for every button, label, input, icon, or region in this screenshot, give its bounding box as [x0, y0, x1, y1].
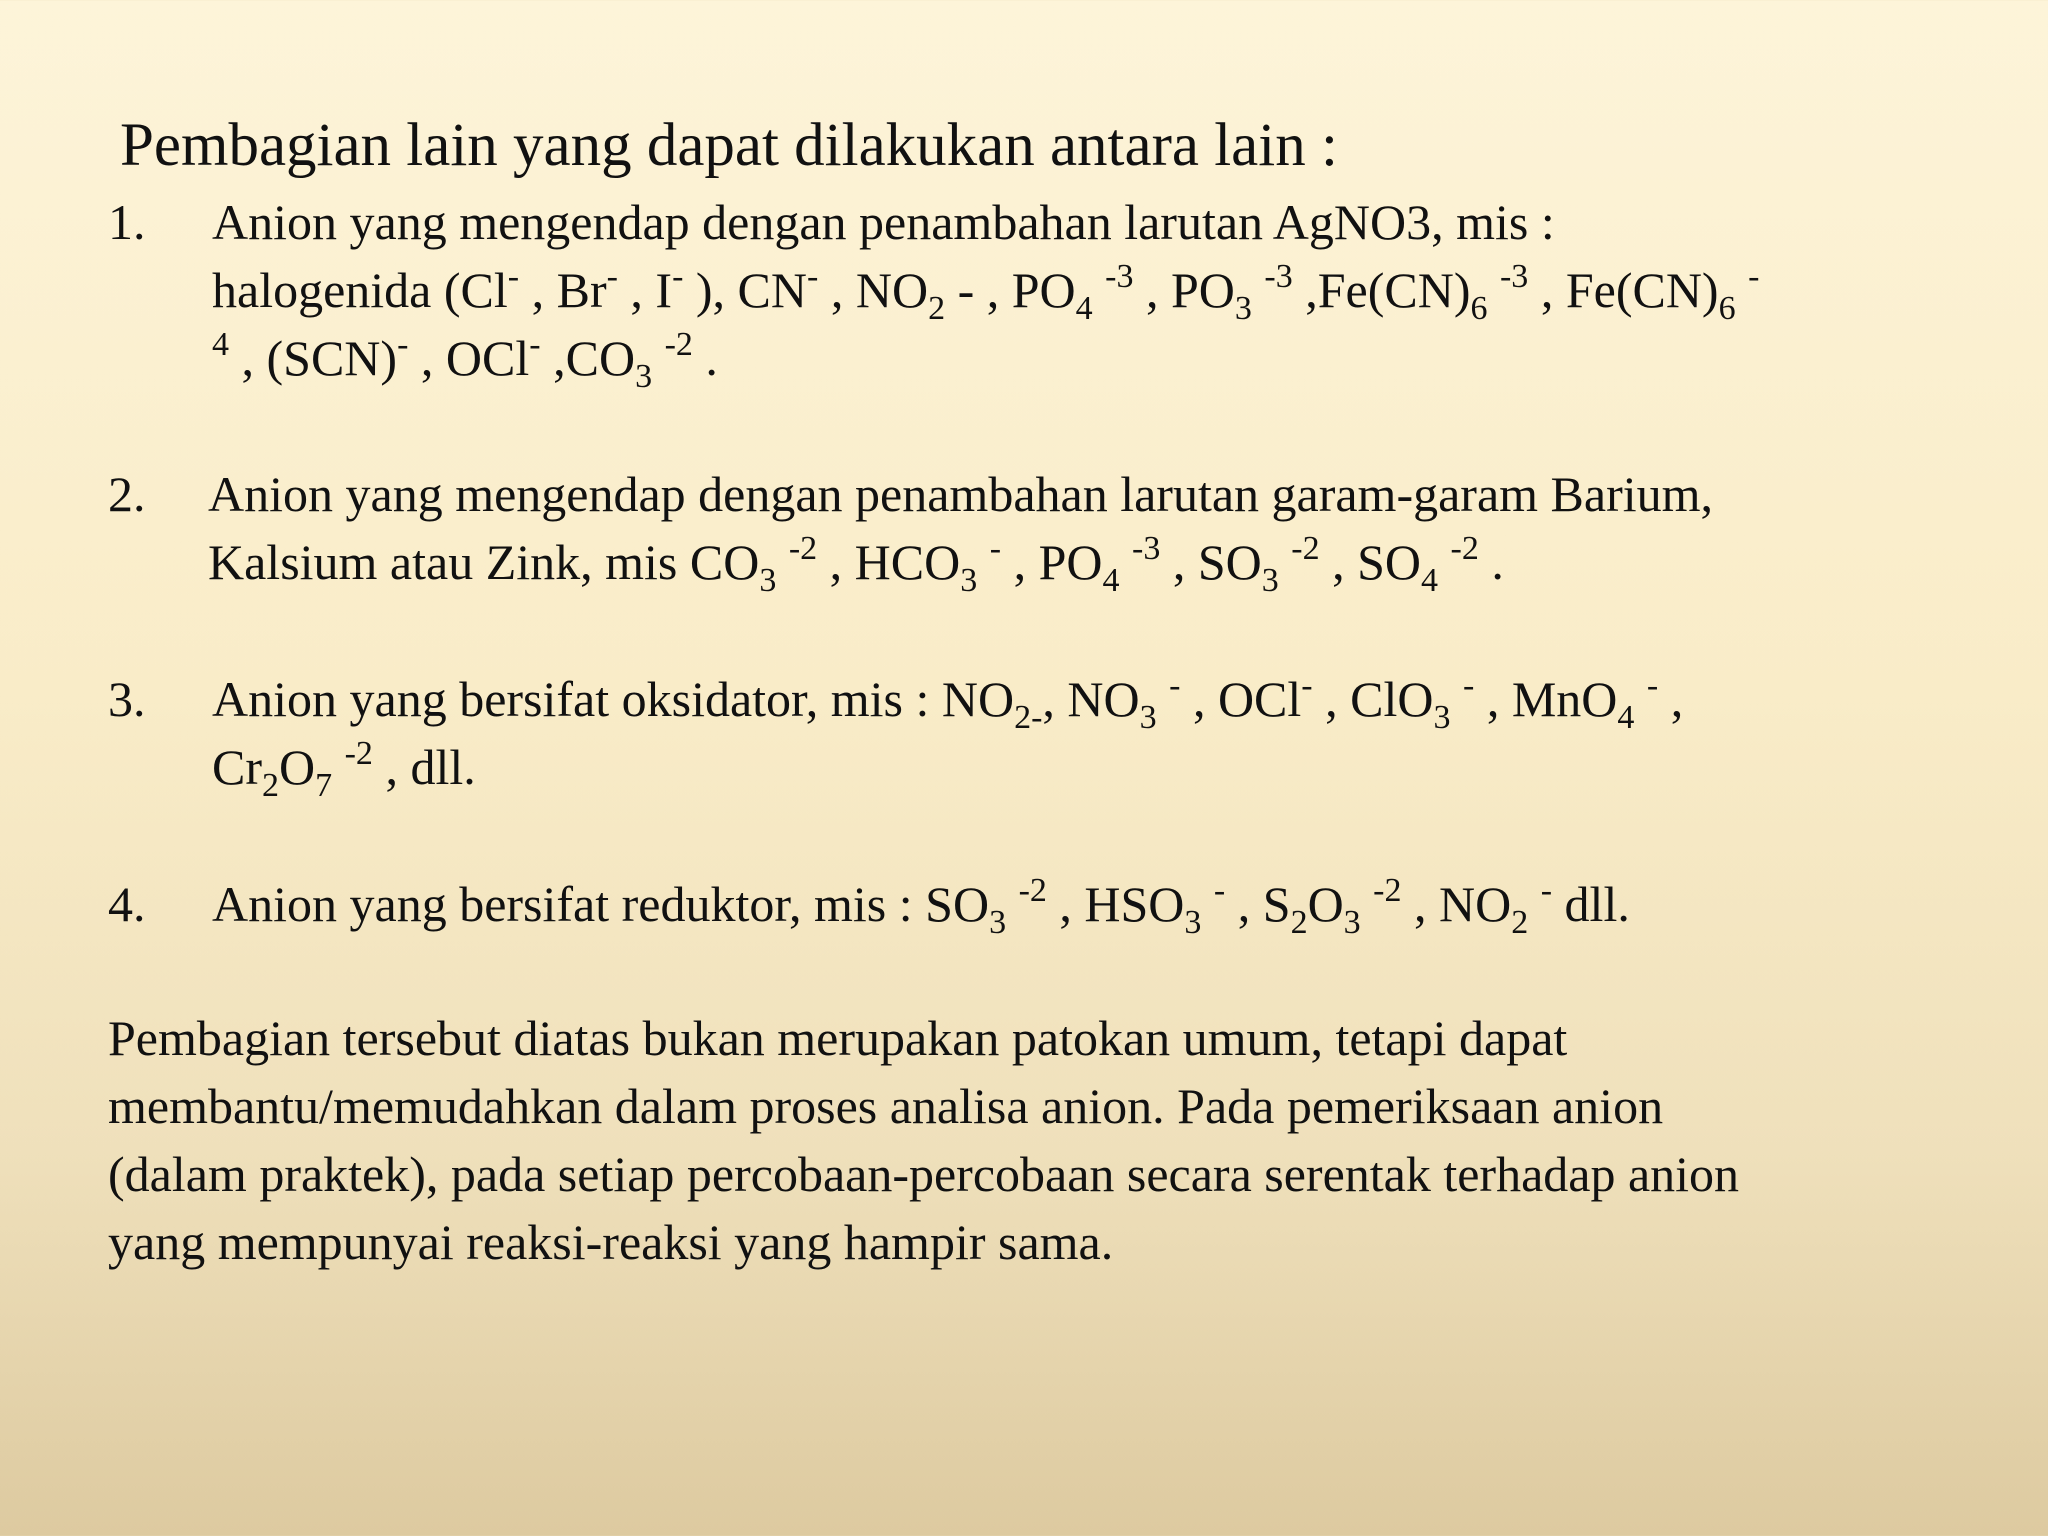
text-run: [1279, 534, 1292, 590]
subscript: 6: [1470, 290, 1488, 327]
subscript: 7: [315, 767, 333, 804]
conclusion-paragraph: [108, 1004, 1988, 1276]
subscript: 3: [989, 904, 1007, 941]
text-line: [212, 870, 2048, 941]
superscript: 4: [212, 326, 229, 363]
superscript: -2: [1373, 872, 1402, 909]
subscript: 4: [1617, 699, 1635, 736]
text-run: .: [692, 330, 718, 386]
text-run: , I: [617, 262, 673, 318]
text-line: [212, 188, 2048, 256]
text-run: [776, 534, 789, 590]
list-item-text: [212, 870, 2048, 941]
text-run: [1450, 671, 1463, 727]
subscript: 2: [262, 767, 279, 804]
superscript: -: [989, 530, 1002, 567]
subscript: 3: [1433, 699, 1451, 736]
subscript: 3: [1261, 562, 1279, 599]
subscript: 3: [1234, 290, 1252, 327]
text-run: Anion yang mengendap dengan penambahan larutan AgNO3, mis :: [212, 194, 1555, 250]
superscript: -: [1540, 872, 1553, 909]
text-run: [332, 739, 345, 795]
list-item-text: [212, 665, 2048, 804]
subscript: 3: [759, 562, 777, 599]
text-run: [1634, 671, 1647, 727]
text-run: [1093, 262, 1106, 318]
text-run: , PO: [1001, 534, 1103, 590]
subscript: 3: [1343, 904, 1361, 941]
text-run: ,Fe(CN): [1292, 262, 1471, 318]
text-run: [1438, 534, 1451, 590]
subscript: 6: [1718, 290, 1736, 327]
superscript: -3: [1105, 258, 1134, 295]
text-run: , SO: [1319, 534, 1421, 590]
text-run: ,: [1658, 671, 1684, 727]
text-run: [1006, 876, 1019, 932]
text-run: Cr: [212, 739, 262, 795]
superscript: -3: [1264, 258, 1293, 295]
text-line: [212, 324, 2048, 395]
text-run: , S: [1225, 876, 1291, 932]
list-item-number: 2.: [108, 466, 146, 522]
text-run: ,CO: [540, 330, 636, 386]
text-run: - , PO: [945, 262, 1076, 318]
subscript: 4: [1421, 562, 1438, 599]
text-run: , ClO: [1312, 671, 1434, 727]
text-run: [1120, 534, 1133, 590]
subscript: 3: [960, 562, 978, 599]
text-run: , OCl: [1180, 671, 1302, 727]
conclusion-line: yang mempunyai reaksi-reaksi yang hampir sama.: [108, 1214, 1114, 1270]
text-run: , Fe(CN): [1528, 262, 1719, 318]
superscript: -2: [788, 530, 818, 567]
text-run: Anion yang mengendap dengan penambahan larutan garam-garam Barium,: [208, 466, 1714, 522]
text-run: [1157, 671, 1170, 727]
slide-title: Pembagian lain yang dapat dilakukan antara lain :: [120, 112, 1338, 179]
conclusion-line: Pembagian tersebut diatas bukan merupakan patokan umum, tetapi dapat: [108, 1010, 1568, 1066]
text-run: [1361, 876, 1374, 932]
text-run: , dll.: [372, 739, 476, 795]
text-run: , HCO: [817, 534, 961, 590]
subscript: 4: [1075, 290, 1093, 327]
superscript: -2: [1018, 872, 1047, 909]
superscript: -: [1646, 667, 1659, 704]
superscript: -: [807, 258, 819, 295]
superscript: -3: [1132, 530, 1161, 567]
text-line: [212, 665, 2048, 736]
superscript: -: [1213, 872, 1226, 909]
text-run: [977, 534, 990, 590]
superscript: -: [1748, 258, 1760, 295]
text-run: O: [1307, 876, 1344, 932]
conclusion-line: (dalam praktek), pada setiap percobaan-percobaan secara serentak terhadap anion: [108, 1146, 1740, 1202]
text-run: , MnO: [1474, 671, 1618, 727]
text-run: dll.: [1552, 876, 1630, 932]
text-run: , SO: [1160, 534, 1262, 590]
text-run: [1252, 262, 1265, 318]
text-run: , NO: [1401, 876, 1512, 932]
list-item-number: 4.: [108, 876, 146, 932]
text-run: [1528, 876, 1541, 932]
text-run: , NO: [1042, 671, 1140, 727]
text-run: O: [279, 739, 316, 795]
superscript: -2: [1291, 530, 1320, 567]
superscript: -: [1301, 667, 1313, 704]
text-run: [1487, 262, 1500, 318]
text-run: .: [1478, 534, 1504, 590]
superscript: -: [397, 326, 409, 363]
subscript: 2: [1511, 904, 1529, 941]
text-run: [652, 330, 665, 386]
text-run: , PO: [1133, 262, 1235, 318]
superscript: -: [529, 326, 541, 363]
text-run: halogenida (Cl: [212, 262, 508, 318]
superscript: -: [507, 258, 520, 295]
subscript: 4: [1102, 562, 1120, 599]
text-run: , (SCN): [229, 330, 398, 386]
conclusion-line: membantu/memudahkan dalam proses analisa anion. Pada pemeriksaan anion: [108, 1078, 1664, 1134]
text-run: ), CN: [683, 262, 808, 318]
text-run: , NO: [818, 262, 929, 318]
text-run: , Br: [519, 262, 607, 318]
subscript: 2: [928, 290, 946, 327]
text-line: [212, 733, 2048, 804]
text-run: Anion yang bersifat reduktor, mis : SO: [212, 876, 990, 932]
subscript: 3: [1139, 699, 1157, 736]
subscript: 3: [635, 358, 653, 395]
superscript: -3: [1499, 258, 1529, 295]
text-run: , OCl: [408, 330, 530, 386]
subscript: 2: [1290, 904, 1308, 941]
subscript: 2-: [1014, 699, 1043, 736]
list-item-text: [208, 460, 2048, 599]
text-run: , HSO: [1046, 876, 1185, 932]
subscript: 3: [1184, 904, 1202, 941]
superscript: -2: [664, 326, 693, 363]
text-line: [208, 528, 2048, 599]
text-run: Anion yang bersifat oksidator, mis : NO: [212, 671, 1015, 727]
text-run: [1201, 876, 1214, 932]
text-run: [1736, 262, 1749, 318]
superscript: -2: [344, 735, 373, 772]
superscript: -: [1169, 667, 1181, 704]
superscript: -: [672, 258, 684, 295]
text-line: [212, 256, 2048, 327]
text-line: [208, 460, 2048, 528]
superscript: -: [1462, 667, 1475, 704]
list-item-text: [212, 188, 2048, 395]
list-item-number: 1.: [108, 194, 146, 250]
superscript: -: [606, 258, 618, 295]
list-item-number: 3.: [108, 671, 146, 727]
superscript: -2: [1450, 530, 1479, 567]
text-run: Kalsium atau Zink, mis CO: [208, 534, 760, 590]
